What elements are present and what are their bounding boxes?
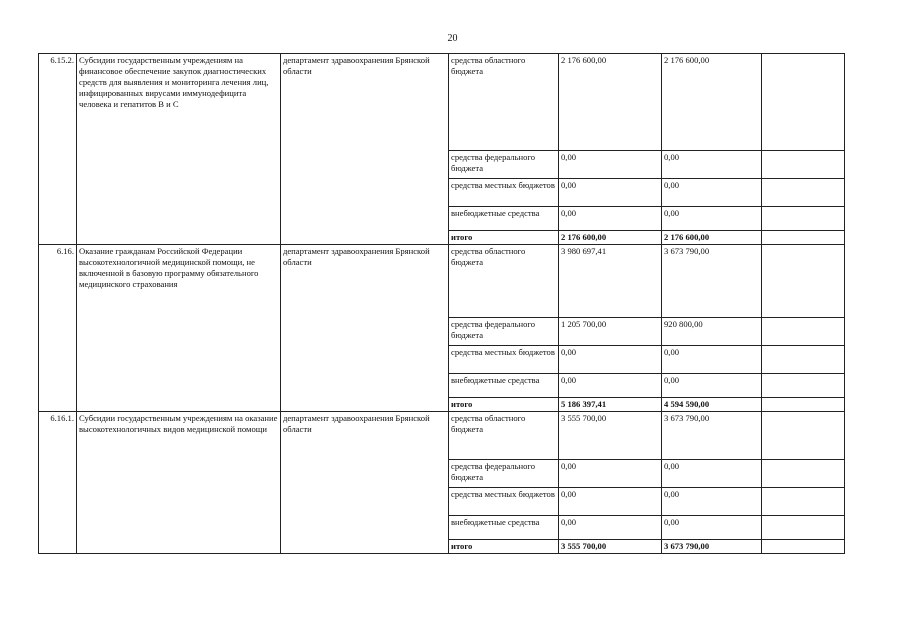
amount-col-2: 920 800,00 [662, 318, 762, 346]
amount-col-3 [762, 151, 845, 179]
amount-col-3 [762, 54, 845, 151]
amount-col-3 [762, 179, 845, 207]
amount-col-1: 0,00 [559, 346, 662, 374]
amount-col-2: 0,00 [662, 151, 762, 179]
funding-source: средства местных бюджетов [449, 179, 559, 207]
amount-col-2: 3 673 790,00 [662, 245, 762, 318]
funding-source: средства местных бюджетов [449, 346, 559, 374]
amount-col-2: 0,00 [662, 488, 762, 516]
funding-table [38, 53, 845, 554]
funding-source: внебюджетные средства [449, 374, 559, 398]
amount-col-1: 0,00 [559, 207, 662, 231]
amount-col-1: 0,00 [559, 488, 662, 516]
amount-col-1: 2 176 600,00 [559, 54, 662, 151]
table-row [39, 245, 845, 318]
amount-col-2: 4 594 590,00 [662, 398, 762, 412]
table-row [39, 54, 845, 151]
amount-col-3 [762, 412, 845, 460]
item-executor: департамент здравоохранения Брянской области [281, 54, 449, 245]
amount-col-3 [762, 346, 845, 374]
item-description: Субсидии государственным учреждениям на оказание высокотехнологичных видов медицинской помощи [77, 412, 281, 554]
item-number: 6.16.1. [39, 412, 77, 554]
funding-source: внебюджетные средства [449, 207, 559, 231]
amount-col-3 [762, 207, 845, 231]
amount-col-2: 0,00 [662, 179, 762, 207]
amount-col-2: 0,00 [662, 207, 762, 231]
amount-col-1: 0,00 [559, 179, 662, 207]
amount-col-1: 1 205 700,00 [559, 318, 662, 346]
funding-source: средства областного бюджета [449, 412, 559, 460]
funding-source: средства областного бюджета [449, 54, 559, 151]
amount-col-3 [762, 398, 845, 412]
item-executor: департамент здравоохранения Брянской области [281, 412, 449, 554]
amount-col-2: 3 673 790,00 [662, 412, 762, 460]
amount-col-2: 0,00 [662, 374, 762, 398]
amount-col-1: 0,00 [559, 460, 662, 488]
item-number: 6.15.2. [39, 54, 77, 245]
funding-source: итого [449, 540, 559, 554]
amount-col-3 [762, 318, 845, 346]
amount-col-1: 0,00 [559, 374, 662, 398]
item-description: Субсидии государственным учреждениям на финансовое обеспечение закупок диагностических средств для выявления и мониторинга лечения лиц, инфицированных вирусами иммунодефицита человека и гепатитов В и С [77, 54, 281, 245]
funding-source: средства федерального бюджета [449, 151, 559, 179]
amount-col-3 [762, 460, 845, 488]
funding-source: средства местных бюджетов [449, 488, 559, 516]
amount-col-3 [762, 245, 845, 318]
amount-col-1: 3 980 697,41 [559, 245, 662, 318]
amount-col-3 [762, 374, 845, 398]
amount-col-1: 3 555 700,00 [559, 540, 662, 554]
amount-col-1: 5 186 397,41 [559, 398, 662, 412]
amount-col-3 [762, 488, 845, 516]
amount-col-1: 2 176 600,00 [559, 231, 662, 245]
funding-source: средства федерального бюджета [449, 460, 559, 488]
item-number: 6.16. [39, 245, 77, 412]
funding-source: итого [449, 231, 559, 245]
amount-col-2: 2 176 600,00 [662, 231, 762, 245]
amount-col-2: 3 673 790,00 [662, 540, 762, 554]
amount-col-2: 0,00 [662, 460, 762, 488]
funding-source: средства федерального бюджета [449, 318, 559, 346]
amount-col-3 [762, 516, 845, 540]
page-number: 20 [447, 33, 458, 44]
amount-col-1: 3 555 700,00 [559, 412, 662, 460]
amount-col-1: 0,00 [559, 516, 662, 540]
funding-source: внебюджетные средства [449, 516, 559, 540]
amount-col-3 [762, 231, 845, 245]
amount-col-1: 0,00 [559, 151, 662, 179]
amount-col-2: 0,00 [662, 346, 762, 374]
item-description: Оказание гражданам Российской Федерации высокотехнологичной медицинской помощи, не включенной в базовую программу обязательного медицинского страхования [77, 245, 281, 412]
amount-col-3 [762, 540, 845, 554]
amount-col-2: 0,00 [662, 516, 762, 540]
item-executor: департамент здравоохранения Брянской области [281, 245, 449, 412]
funding-source: итого [449, 398, 559, 412]
table-row [39, 412, 845, 460]
amount-col-2: 2 176 600,00 [662, 54, 762, 151]
funding-source: средства областного бюджета [449, 245, 559, 318]
